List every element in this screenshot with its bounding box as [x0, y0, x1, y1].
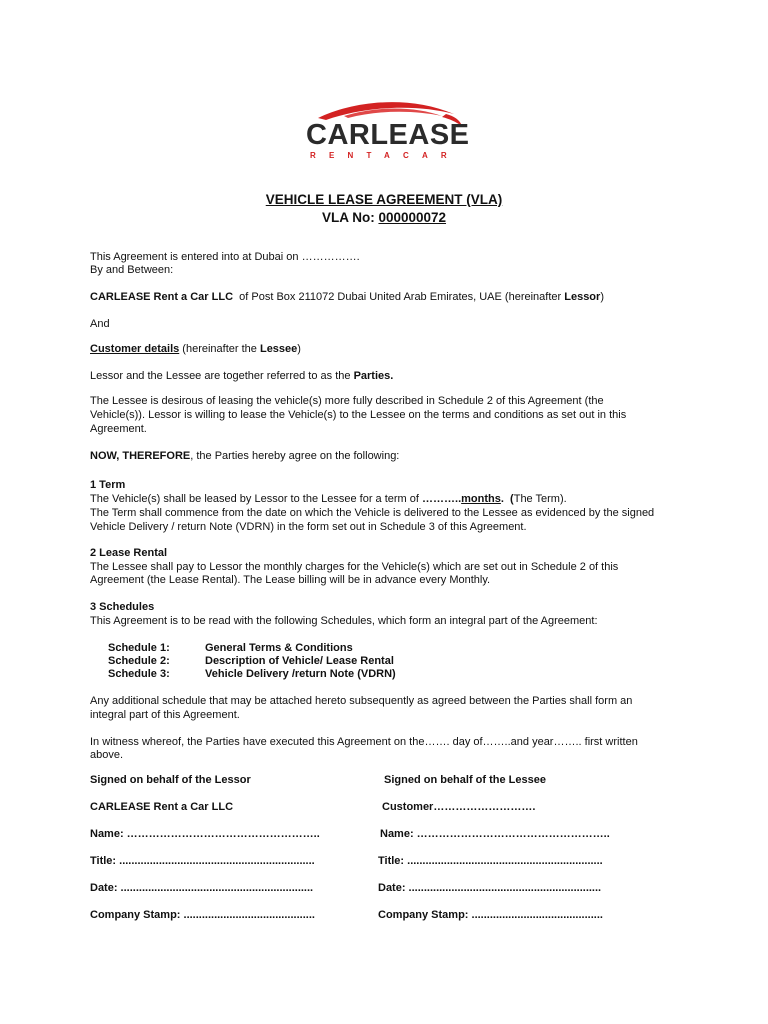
- customer-line: [90, 343, 680, 357]
- lessee-role: Lessee: [259, 343, 298, 355]
- term-dots: ………..: [422, 493, 462, 505]
- lessor-close: ): [600, 291, 604, 303]
- customer-close: ): [297, 343, 301, 355]
- term-line-1-post: The Term).: [513, 493, 567, 505]
- and-text: And: [90, 318, 110, 330]
- logo-tagline: RENTACAR: [310, 151, 460, 160]
- carlease-logo: [296, 96, 472, 168]
- lessee-company: Customer……………………….: [382, 801, 536, 813]
- intro-line-2: By and Between:: [90, 264, 174, 276]
- schedule-label: Schedule 2:: [108, 655, 170, 667]
- lessor-name: CARLEASE Rent a Car LLC: [90, 291, 234, 303]
- term-heading: 1 Term: [90, 479, 126, 491]
- lessor-signature-heading: Signed on behalf of the Lessor: [90, 774, 251, 786]
- term-line-1: [90, 493, 680, 507]
- schedule-item: [108, 668, 396, 682]
- additional-line-2: integral part of this Agreement.: [90, 709, 240, 721]
- term-line-1-pre: The Vehicle(s) shall be leased by Lessor to the Lessee for a term of: [90, 493, 423, 505]
- now-therefore-bold: NOW, THEREFORE: [90, 450, 191, 462]
- vla-number: 000000072: [378, 210, 447, 225]
- lessee-name-field: Name: ……………………………………………..: [380, 828, 610, 840]
- customer-details-label: Customer details: [90, 343, 180, 355]
- term-mid: . (: [500, 493, 514, 505]
- rental-line-1: The Lessee shall pay to Lessor the monthly charges for the Vehicle(s) which are set out in Schedule 2 of this: [90, 561, 619, 573]
- now-therefore-rest: , the Parties hereby agree on the following:: [190, 450, 400, 462]
- parties-term: Parties.: [353, 370, 394, 382]
- desire-line-2: Vehicle(s)). Lessor is willing to lease the Vehicle(s) to the Lessee on the terms and conditions as set out in this: [90, 409, 627, 421]
- rental-line-2: Agreement (the Lease Rental). The Lease billing will be in advance every Monthly.: [90, 574, 491, 586]
- additional-line-1: Any additional schedule that may be attached hereto subsequently as agreed between the Parties shall form an: [90, 695, 633, 707]
- lessor-title-field: Title: ................................................................: [90, 855, 315, 867]
- customer-pre: (hereinafter the: [179, 343, 260, 355]
- document-title: VEHICLE LEASE AGREEMENT (VLA): [265, 192, 503, 207]
- schedule-text: Description of Vehicle/ Lease Rental: [205, 655, 394, 667]
- schedule-item: [108, 655, 394, 669]
- term-line-2: The Term shall commence from the date on which the Vehicle is delivered to the Lessee as evidenced by the signed: [90, 507, 655, 519]
- lessor-stamp-field: Company Stamp: ...........................................: [90, 909, 315, 921]
- term-months: months: [461, 493, 501, 505]
- schedule-label: Schedule 1:: [108, 642, 170, 654]
- rental-heading: 2 Lease Rental: [90, 547, 168, 559]
- schedule-text: General Terms & Conditions: [205, 642, 353, 654]
- parties-pre: Lessor and the Lessee are together referred to as the: [90, 370, 354, 382]
- lessor-date-field: Date: ...............................................................: [90, 882, 314, 894]
- intro-line-1: This Agreement is entered into at Dubai on …………….: [90, 251, 360, 263]
- schedule-label: Schedule 3:: [108, 668, 170, 680]
- parties-line: [90, 370, 680, 384]
- now-therefore-line: [90, 450, 680, 464]
- lessor-line: [90, 291, 680, 305]
- vla-number-label: VLA No:: [321, 210, 379, 225]
- lessor-name-field: Name: ……………………………………………..: [90, 828, 320, 840]
- witness-line-1: In witness whereof, the Parties have executed this Agreement on the……. day of……..and year…….. first written: [90, 736, 638, 748]
- vla-number-line: [0, 210, 768, 226]
- lessee-title-field: Title: ................................................................: [378, 855, 603, 867]
- desire-line-1: The Lessee is desirous of leasing the vehicle(s) more fully described in Schedule 2 of this Agreement (the: [90, 395, 604, 407]
- schedule-item: [108, 642, 353, 656]
- lessor-address: of Post Box 211072 Dubai United Arab Emirates, UAE (hereinafter: [233, 291, 565, 303]
- lessee-stamp-field: Company Stamp: ...........................................: [378, 909, 603, 921]
- lessor-company: CARLEASE Rent a Car LLC: [90, 801, 234, 813]
- lessee-date-field: Date: ...............................................................: [378, 882, 602, 894]
- logo-wordmark: CARLEASE: [306, 119, 470, 151]
- lessor-role: Lessor: [564, 291, 601, 303]
- term-line-3: Vehicle Delivery / return Note (VDRN) in the form set out in Schedule 3 of this Agreement.: [90, 521, 527, 533]
- witness-line-2: above.: [90, 749, 124, 761]
- desire-line-3: Agreement.: [90, 423, 147, 435]
- schedules-heading: 3 Schedules: [90, 601, 155, 613]
- lessee-signature-heading: Signed on behalf of the Lessee: [384, 774, 546, 786]
- schedules-line-1: This Agreement is to be read with the following Schedules, which form an integral part of the Agreement:: [90, 615, 598, 627]
- schedule-text: Vehicle Delivery /return Note (VDRN): [205, 668, 396, 680]
